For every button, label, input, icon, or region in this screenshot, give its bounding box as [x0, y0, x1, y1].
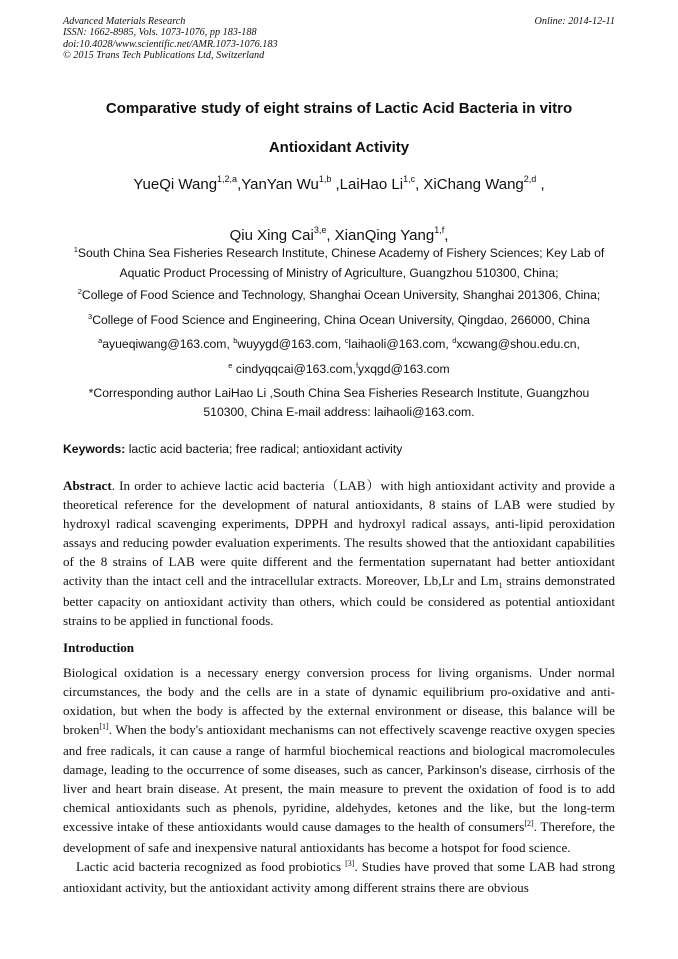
email-link[interactable]: cindyqqcai@163.com, — [232, 362, 356, 376]
paragraph-text: . When the body's antioxidant mechanisms can not effectively scavenge reactive oxygen species and free radicals, it can cause a range of harmful biochemical reactions and biological macromolecules damage, leading to the occurrence of some diseases, such as cancer, Parkinson's disease, cirrhosis of the liver and heart brain disease. At present, the main measure to prevent the oxidation of food is to add chemical antioxidants such as phenols, pyridine, aldehydes, ketones and the like, but the long-term excessive intake of these antioxidants would cause damages to the health of consumers — [63, 722, 615, 834]
citation-ref[interactable]: [2] — [524, 819, 534, 828]
citation-ref[interactable]: [3] — [345, 859, 355, 868]
journal-name: Advanced Materials Research — [63, 16, 186, 27]
author-name: XiChang Wang — [423, 176, 524, 193]
author-sep: , — [444, 227, 449, 244]
author-sep: , — [331, 176, 340, 193]
abstract-text: strains demonstrated better capacity on antioxidant activity than others, which could be considered as potential antioxidant strains to be applied in functional foods. — [63, 573, 615, 628]
introduction-body — [63, 663, 615, 897]
email-sup: b — [233, 336, 238, 345]
email-sup: f — [355, 361, 359, 370]
corresponding-author — [63, 384, 615, 422]
paragraph-text: . Studies have proved that some LAB had strong antioxidant activity, but the antioxidant activity among different strains there are obvious — [63, 859, 615, 895]
email-line-2 — [63, 360, 615, 380]
author-name: YueQi Wang — [133, 176, 218, 193]
copyright-line: © 2015 Trans Tech Publications Ltd, Switzerland — [63, 49, 265, 61]
email-line-1 — [63, 335, 615, 355]
email-link[interactable]: wuyygd@163.com, — [237, 337, 345, 351]
introduction-heading: Introduction — [63, 640, 135, 655]
doi-line: doi:10.4028/www.scientific.net/AMR.1073-1076.183 — [63, 38, 278, 50]
author-sup: 1,2,a — [217, 174, 238, 184]
author-sep: , — [415, 176, 424, 193]
author-name: Qiu Xing Cai — [229, 227, 314, 244]
affiliation-sup: 1 — [73, 245, 78, 254]
author-name: YanYan Wu — [241, 176, 319, 193]
author-sup: 1,f — [434, 225, 445, 235]
email-link[interactable]: xcwang@shou.edu.cn, — [456, 337, 580, 351]
introduction-paragraph-2 — [63, 857, 615, 897]
introduction-paragraph-1 — [63, 663, 615, 857]
corresponding-line-2: 510300, China E-mail address: laihaoli@163.com. — [203, 405, 475, 419]
title-line-1: Comparative study of eight strains of Lactic Acid Bacteria in vitro — [105, 100, 573, 117]
abstract — [63, 476, 615, 630]
author-sup: 1,c — [403, 174, 416, 184]
paragraph-text: Biological oxidation is a necessary energy conversion process for living organisms. Under normal circumstances, the body and the cells are in a state of dynamic equilibrium pro-oxidative and anti-oxidation, but when the body is affected by the external environment or disease, this balance will be broken — [63, 665, 615, 737]
author-sep: , — [237, 176, 242, 193]
email-link[interactable]: ayueqiwang@163.com, — [102, 337, 234, 351]
paper-title — [63, 89, 615, 167]
paragraph-text: . Therefore, the development of safe and inexpensive natural antioxidants has become a hotspot for food science. — [63, 819, 615, 855]
keywords-text: lactic acid bacteria; free radical; antioxidant activity — [125, 442, 403, 456]
journal-header — [63, 16, 615, 61]
citation-ref[interactable]: [1] — [99, 722, 109, 731]
affiliation-1-line-2: Aquatic Product Processing of Ministry of Agriculture, Guangzhou 510300, China; — [119, 266, 559, 280]
email-sup: c — [344, 336, 349, 345]
email-sup: e — [228, 361, 233, 370]
keywords — [63, 440, 615, 459]
affiliation-text: College of Food Science and Technology, Shanghai Ocean University, Shanghai 201306, China; — [81, 288, 601, 302]
author-name: LaiHao Li — [339, 176, 404, 193]
abstract-subscript: 1 — [498, 581, 503, 590]
author-sup: 3,e — [313, 225, 327, 235]
author-sep: , — [326, 227, 335, 244]
email-sup: a — [98, 336, 103, 345]
abstract-text: . In order to achieve lactic acid bacteria（LAB）with high antioxidant activity and provide a theoretical reference for the development of natural antioxidants, 8 stains of LAB were studied by hydroxyl radical scavenging experiments, DPPH and hydroxyl radical assays, anti-lipid peroxidation assays and reducing powder evaluation experiments. The results showed that the antioxidant capabilities of the 8 strains of LAB were quite different and the fermentation supernatant had better antioxidant activity than the intact cell and the intracellular extracts. Moreover, Lb,Lr and Lm — [63, 478, 615, 588]
affiliation-1 — [63, 244, 615, 283]
corresponding-line-1: *Corresponding author LaiHao Li ,South China Sea Fisheries Research Institute, Guangzhou — [88, 386, 590, 400]
author-sup: 1,b — [318, 174, 332, 184]
affiliation-1-line-1 — [63, 244, 615, 264]
author-line-1 — [63, 160, 615, 211]
keywords-label: Keywords: — [63, 442, 126, 456]
issn-line: ISSN: 1662-8985, Vols. 1073-1076, pp 183-188 — [63, 27, 257, 39]
author-name: XianQing Yang — [334, 227, 435, 244]
paragraph-text: Lactic acid bacteria recognized as food probiotics — [76, 859, 346, 874]
author-sep: , — [536, 176, 545, 193]
affiliation-text: College of Food Science and Engineering, China Ocean University, Qingdao, 266000, China — [92, 313, 590, 327]
affiliation-text: South China Sea Fisheries Research Institute, Chinese Academy of Fishery Sciences; Key Lab of — [77, 246, 605, 260]
email-sup: d — [452, 336, 457, 345]
author-sup: 2,d — [523, 174, 537, 184]
email-link[interactable]: laihaoli@163.com, — [348, 337, 453, 351]
affiliation-3 — [63, 311, 615, 331]
title-line-2: Antioxidant Activity — [268, 139, 410, 156]
abstract-label: Abstract — [63, 478, 112, 493]
affiliation-sup: 2 — [77, 287, 82, 296]
email-link[interactable]: yxqgd@163.com — [358, 362, 450, 376]
online-date: Online: 2014-12-11 — [534, 16, 615, 27]
affiliation-2 — [63, 286, 615, 306]
affiliation-sup: 3 — [88, 312, 93, 321]
